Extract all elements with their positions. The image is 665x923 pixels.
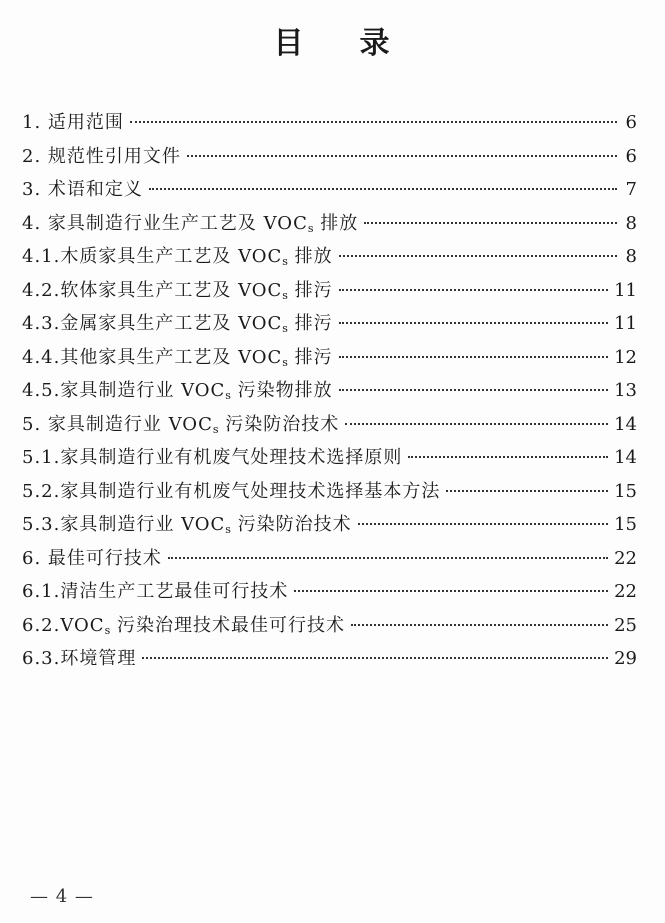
toc-entry[interactable] (22, 374, 637, 408)
toc-leader-dots (408, 456, 608, 458)
toc-entry-label: 6. 最佳可行技术 (22, 547, 162, 569)
toc-entry-label: 4.3.金属家具生产工艺及 $VOC_s$ 排污 (22, 313, 333, 335)
toc-entry-page: 6 (625, 145, 637, 167)
toc-entry[interactable] (22, 140, 637, 174)
toc-leader-dots (339, 289, 608, 291)
toc-entry-label: 2. 规范性引用文件 (22, 145, 181, 167)
toc-entry-page: 15 (614, 480, 637, 502)
toc-entry-page: 15 (614, 514, 637, 535)
toc-entry-label: 5.2.家具制造行业有机废气处理技术选择基本方法 (22, 480, 441, 502)
toc-entry[interactable] (22, 307, 637, 341)
toc-entry[interactable] (22, 642, 637, 676)
toc-entry-page: 11 (614, 279, 637, 301)
toc-entry-page: 22 (614, 581, 637, 602)
toc-entry[interactable] (22, 207, 637, 241)
toc-entry-label: 4. 家具制造行业生产工艺及 $VOC_s$ 排放 (22, 212, 359, 235)
toc-entry-label: 6.3.环境管理 (22, 648, 137, 669)
toc-entry-label: 3. 术语和定义 (22, 179, 143, 200)
toc-entry-page: 7 (625, 179, 637, 200)
toc-entry[interactable] (22, 173, 637, 207)
toc-entry-label: 5. 家具制造行业 $VOC_s$ 污染防治技术 (22, 413, 340, 436)
toc-entry[interactable] (22, 575, 637, 609)
toc-entry[interactable] (22, 441, 637, 475)
page-title-char-1: 目 (273, 26, 306, 61)
toc-entry-label: 5.1.家具制造行业有机废气处理技术选择原则 (22, 447, 403, 468)
toc-entry[interactable] (22, 240, 637, 274)
toc-leader-dots (339, 255, 617, 257)
toc-entry-label: 4.5.家具制造行业 $VOC_s$ 污染物排放 (22, 380, 333, 402)
toc-entry[interactable] (22, 475, 637, 509)
toc-leader-dots (130, 121, 617, 123)
toc-leader-dots (364, 222, 617, 224)
toc-entry-page: 8 (625, 212, 637, 234)
toc-entry-label: 6.1.清洁生产工艺最佳可行技术 (22, 581, 289, 602)
table-of-contents (22, 106, 637, 676)
toc-entry-label: $6.2.VOC_s$ 污染治理技术最佳可行技术 (22, 614, 345, 637)
toc-leader-dots (142, 657, 608, 659)
toc-entry[interactable] (22, 341, 637, 375)
toc-entry-page: 11 (614, 313, 637, 334)
page-title (0, 18, 665, 62)
toc-entry[interactable] (22, 542, 637, 576)
toc-entry-page: 13 (614, 380, 637, 401)
toc-entry-page: 14 (614, 413, 637, 435)
toc-entry-page: 8 (625, 246, 637, 267)
toc-leader-dots (187, 155, 617, 157)
toc-entry-page: 29 (614, 648, 637, 669)
toc-entry[interactable] (22, 508, 637, 542)
toc-leader-dots (358, 523, 608, 525)
toc-leader-dots (168, 557, 608, 559)
toc-entry-page: 12 (614, 346, 637, 368)
toc-entry-page: 22 (614, 547, 637, 569)
toc-entry-label: 4.2.软体家具生产工艺及 $VOC_s$ 排污 (22, 279, 333, 302)
toc-entry[interactable] (22, 609, 637, 643)
toc-entry-label: 1. 适用范围 (22, 112, 124, 133)
toc-entry-label: 4.4.其他家具生产工艺及 $VOC_s$ 排污 (22, 346, 333, 369)
toc-leader-dots (345, 423, 608, 425)
toc-entry[interactable] (22, 408, 637, 442)
toc-leader-dots (294, 590, 608, 592)
toc-leader-dots (446, 490, 608, 492)
toc-leader-dots (339, 356, 608, 358)
toc-leader-dots (339, 322, 608, 324)
toc-leader-dots (351, 624, 608, 626)
toc-leader-dots (149, 188, 617, 190)
toc-entry[interactable] (22, 106, 637, 140)
toc-entry-page: 14 (614, 447, 637, 468)
page-number: — 4 — (30, 886, 94, 907)
toc-entry-page: 6 (625, 112, 637, 133)
toc-leader-dots (339, 389, 608, 391)
page-title-char-2: 录 (359, 26, 392, 61)
toc-entry[interactable] (22, 274, 637, 308)
toc-entry-page: 25 (614, 614, 637, 636)
toc-entry-label: 4.1.木质家具生产工艺及 $VOC_s$ 排放 (22, 246, 333, 268)
toc-entry-label: 5.3.家具制造行业 $VOC_s$ 污染防治技术 (22, 514, 352, 536)
